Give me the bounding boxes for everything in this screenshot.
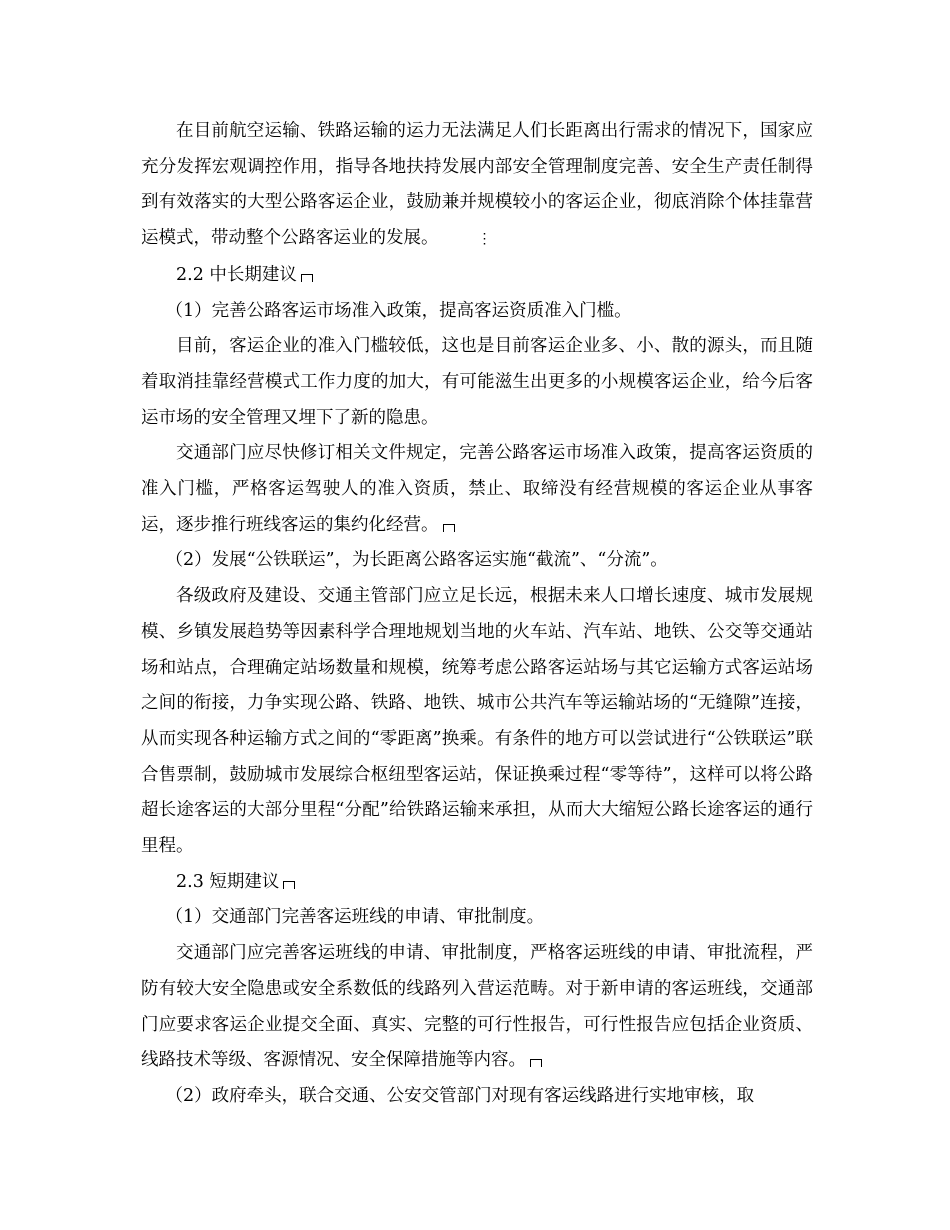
- ellipsis-mark: ⋮: [477, 231, 492, 248]
- paragraph-3: [141, 436, 813, 543]
- paragraph-mark-icon: [443, 524, 455, 532]
- subheading-2-2-1: [141, 294, 813, 330]
- subheading-2-3-1: [141, 900, 813, 936]
- paragraph-1-text: 在目前航空运输、铁路运输的运力无法满足人们长距离出行需求的情况下，国家应充分发挥宏观调控作用，指导各地扶持发展内部安全管理制度完善、安全生产责任制得到有效落实的大型公路客运企业，鼓励兼并规模较小的客运企业，彻底消除个体挂靠营运模式，带动整个公路客运业的发展。: [141, 121, 813, 249]
- paragraph-mark-icon: [530, 1059, 542, 1067]
- section-heading-2-2-text: 2.2 中长期建议: [176, 264, 297, 285]
- paragraph-1: [141, 114, 813, 258]
- paragraph-2: [141, 329, 813, 436]
- paragraph-5-text: 交通部门应完善客运班线的申请、审批制度，严格客运班线的申请、审批流程，严防有较大安全隐患或安全系数低的线路列入营运范畴。对于新申请的客运班线，交通部门应要求客运企业提交全面、真实、完整的可行性报告，可行性报告应包括企业资质、线路技术等级、客源情况、安全保障措施等内容。: [141, 943, 813, 1071]
- paragraph-5: [141, 936, 813, 1079]
- subheading-2-2-2-text: （2）发展“公铁联运”，为长距离公路客运实施“截流”、“分流”。: [165, 550, 668, 571]
- paragraph-4-text: 各级政府及建设、交通主管部门应立足长远，根据未来人口增长速度、城市发展规模、乡镇发展趋势等因素科学合理地规划当地的火车站、汽车站、地铁、公交等交通站场和站点，合理确定站场数量和规模，统筹考虑公路客运站场与其它运输方式客运站场之间的衔接，力争实现公路、铁路、地铁、城市公共汽车等运输站场的“无缝隙”连接，从而实现各种运输方式之间的“零距离”换乘。有条件的地方可以尝试进行“公铁联运”联合售票制，鼓励城市发展综合枢纽型客运站，保证换乘过程“零等待”，这样可以将公路超长途客运的大部分里程“分配”给铁路运输来承担，从而大大缩短公路长途客运的通行里程。: [141, 586, 813, 857]
- paragraph-2-text: 目前，客运企业的准入门槛较低，这也是目前客运企业多、小、散的源头，而且随着取消挂靠经营模式工作力度的加大，有可能滋生出更多的小规模客运企业，给今后客运市场的安全管理又埋下了新的隐患。: [141, 336, 813, 428]
- subheading-2-2-2: [141, 543, 813, 579]
- section-heading-2-3-text: 2.3 短期建议: [176, 871, 280, 892]
- paragraph-4: [141, 579, 813, 865]
- subheading-2-3-1-text: （1）交通部门完善客运班线的申请、审批制度。: [165, 907, 545, 928]
- paragraph-mark-icon: [301, 274, 313, 282]
- document-page: [141, 114, 813, 1115]
- subheading-2-3-2-text: （2）政府牵头，联合交通、公安交管部门对现有客运线路进行实地审核，取: [165, 1085, 755, 1106]
- subheading-2-3-2: [141, 1079, 813, 1115]
- paragraph-3-text: 交通部门应尽快修订相关文件规定，完善公路客运市场准入政策，提高客运资质的准入门槛，严格客运驾驶人的准入资质，禁止、取缔没有经营规模的客运企业从事客运，逐步推行班线客运的集约化经营。: [141, 443, 813, 535]
- section-heading-2-2: [141, 258, 813, 294]
- subheading-2-2-1-text: （1）完善公路客运市场准入政策，提高客运资质准入门槛。: [165, 300, 632, 321]
- paragraph-mark-icon: [283, 881, 295, 889]
- section-heading-2-3: [141, 865, 813, 901]
